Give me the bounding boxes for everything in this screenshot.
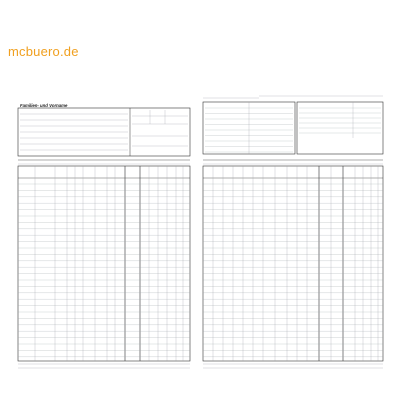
form-title: Familien- und Vorname <box>20 103 68 108</box>
left-table-box <box>18 166 190 361</box>
right-table-box <box>203 166 383 361</box>
form-spread <box>15 88 385 372</box>
form-lines <box>15 88 385 372</box>
watermark-logo: mcbuero.de <box>8 44 79 59</box>
